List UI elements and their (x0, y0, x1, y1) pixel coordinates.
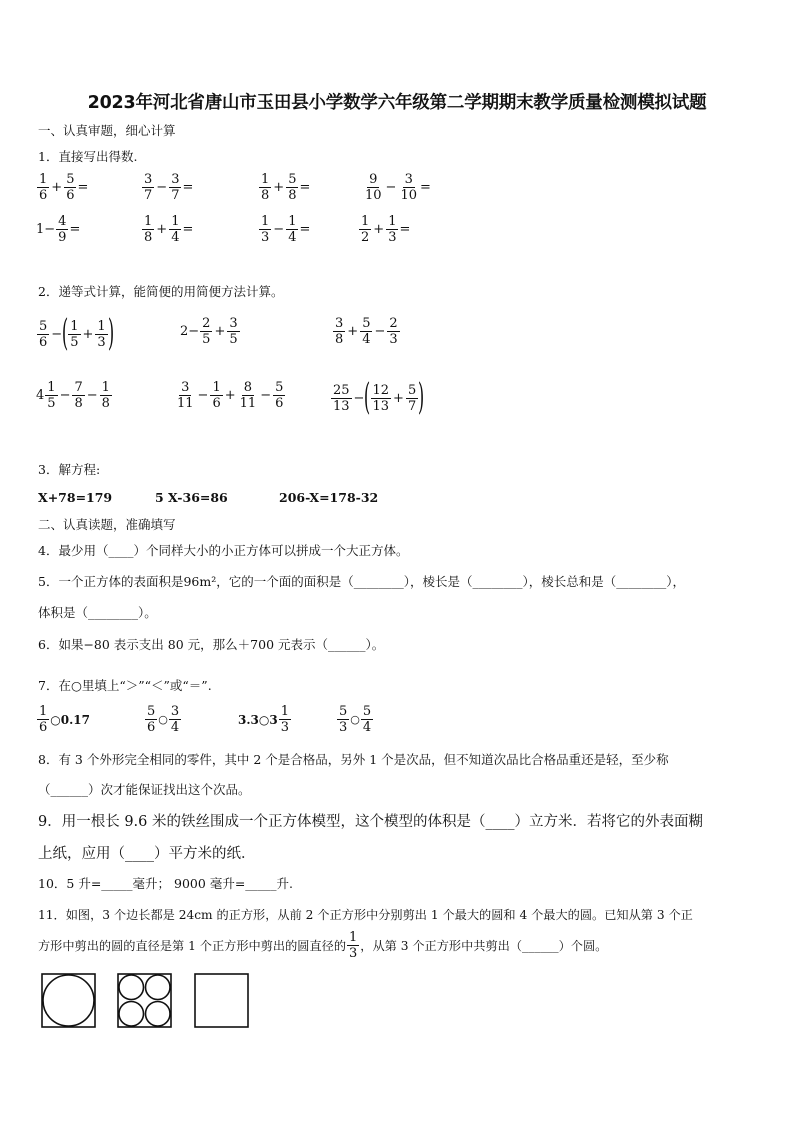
q6-text: 6．如果−80 表示支出 80 元，那么＋700 元表示（______）。 (38, 637, 385, 652)
q1-expr-1: $\frac{1}{6}$ + $\frac{5}{6}$ = (39, 172, 89, 203)
q7-compare-2: $\frac{5}{6}$ ○ $\frac{3}{4}$ (147, 704, 180, 735)
q2-expr-2: 2− $\frac{2}{5}$ + $\frac{3}{5}$ (180, 316, 238, 347)
q7-compare-4: $\frac{5}{3}$ ○ $\frac{5}{4}$ (339, 704, 372, 735)
q7-compare-3: 3.3○3 $\frac{1}{3}$ (238, 704, 289, 735)
q1-expr-4: $\frac{9}{10}$ − $\frac{3}{10}$ = (365, 172, 431, 203)
q1-expr-7: $\frac{1}{3}$ − $\frac{1}{4}$ = (261, 214, 311, 245)
q1-expr-6: $\frac{1}{8}$ + $\frac{1}{4}$ = (144, 214, 194, 245)
q5-text-line-2: 体积是（________）。 (38, 605, 157, 620)
q3-equation-3: 206-X=178-32 (279, 490, 379, 505)
q1-expr-2: $\frac{3}{7}$ − $\frac{3}{7}$ = (144, 172, 194, 203)
q9-text-line-2: 上纸，应用（____）平方米的纸． (38, 846, 256, 862)
square-2-with-four-circles (118, 974, 171, 1027)
q7-label: 7．在○里填上“＞”“＜”或“＝”. (38, 678, 212, 693)
square-1-with-circle (42, 974, 95, 1027)
q4-text: 4．最少用（____）个同样大小的小正方体可以拼成一个大正方体。 (38, 543, 409, 558)
q1-expr-8: $\frac{1}{2}$ + $\frac{1}{3}$ = (361, 214, 411, 245)
q2-expr-1: $\frac{5}{6}$ − ( $\frac{1}{5}$ + $\frac{1}{3}$ ) (39, 313, 114, 354)
q10-text: 10．5 升=_____毫升； 9000 毫升=_____升. (38, 876, 294, 891)
q8-text-line-1: 8．有 3 个外形完全相同的零件，其中 2 个是合格品，另外 1 个是次品，但不知道次品比合格品重还是轻，至少称 (38, 752, 669, 767)
q11-squares-figure (40, 972, 250, 1030)
q2-expr-3: $\frac{3}{8}$ + $\frac{5}{4}$ − $\frac{2}{3}$ (335, 316, 398, 347)
q3-label: 3．解方程: (38, 462, 101, 477)
q2-expr-4: 4 $\frac{1}{5}$ − $\frac{7}{8}$ − $\frac{1}{8}$ (36, 380, 110, 411)
q3-equation-2: 5 X-36=86 (155, 490, 228, 505)
square-3-empty (195, 974, 248, 1027)
q5-text-line-1: 5．一个正方体的表面积是96m²，它的一个面的面积是（________），棱长是（________），棱长总和是（________）， (38, 574, 685, 589)
q11-text-line-2: 方形中剪出的圆的直径是第 1 个正方形中剪出的圆直径的 $\frac{1}{3}$ ，从第 3 个正方形中共剪出（______）个圆。 (38, 930, 608, 961)
section-1-heading: 一、认真审题，细心计算 (38, 123, 176, 138)
q2-expr-5: $\frac{3}{11}$ − $\frac{1}{6}$ + $\frac{8}{11}$ − $\frac{5}{6}$ (177, 380, 284, 411)
q2-expr-6: $\frac{25}{13}$ − ( $\frac{12}{13}$ + $\frac{5}{7}$ ) (333, 377, 425, 418)
q11-text-line-1: 11．如图，3 个边长都是 24cm 的正方形，从前 2 个正方形中分别剪出 1 个最大的圆和 4 个最大的圆。已知从第 3 个正 (38, 908, 693, 922)
q8-text-line-2: （______）次才能保证找出这个次品。 (38, 782, 251, 797)
q1-expr-5: 1− $\frac{4}{9}$ = (36, 214, 81, 245)
q1-expr-3: $\frac{1}{8}$ + $\frac{5}{8}$ = (261, 172, 311, 203)
q3-equation-1: X+78=179 (38, 490, 113, 505)
page-title: 2023年河北省唐山市玉田县小学数学六年级第二学期期末教学质量检测模拟试题 (87, 93, 707, 113)
q2-label: 2．递等式计算，能简便的用简便方法计算。 (38, 284, 284, 299)
q7-compare-1: $\frac{1}{6}$ ○0.17 (39, 704, 90, 735)
q1-label: 1．直接写出得数. (38, 149, 138, 164)
section-2-heading: 二、认真读题，准确填写 (38, 517, 176, 532)
q9-text-line-1: 9．用一根长 9.6 米的铁丝围成一个正方体模型，这个模型的体积是（____）立方米．若将它的外表面糊 (38, 814, 703, 830)
